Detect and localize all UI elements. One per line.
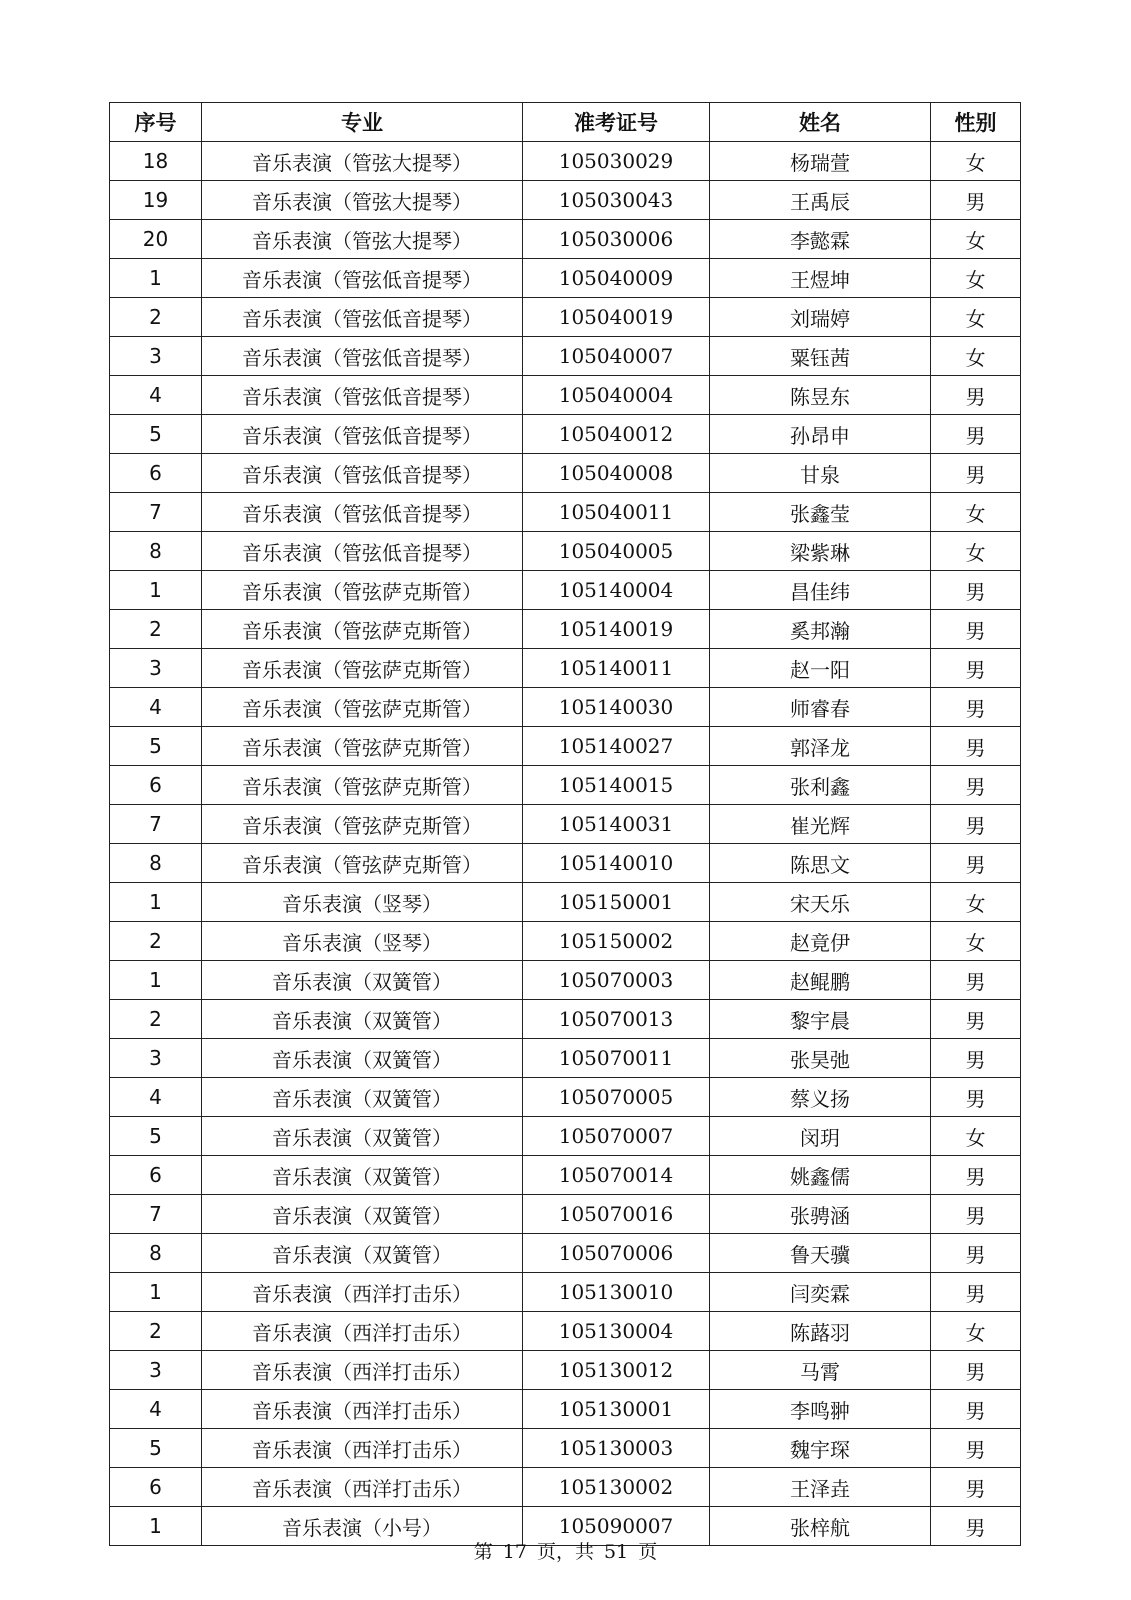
exam-number-cell: 105130001: [523, 1390, 710, 1429]
table-row: [110, 1429, 1021, 1468]
table-row: [110, 1039, 1021, 1078]
gender-cell: 男: [931, 961, 1021, 1000]
table-row: [110, 571, 1021, 610]
gender-cell: 男: [931, 1234, 1021, 1273]
exam-number-cell: 105070016: [523, 1195, 710, 1234]
exam-number-cell: 105040005: [523, 532, 710, 571]
table-row: [110, 1351, 1021, 1390]
serial-number-cell: 5: [110, 415, 202, 454]
major-cell: 音乐表演（管弦萨克斯管）: [202, 805, 523, 844]
major-cell: 音乐表演（西洋打击乐）: [202, 1429, 523, 1468]
major-cell: 音乐表演（管弦低音提琴）: [202, 493, 523, 532]
exam-number-cell: 105140004: [523, 571, 710, 610]
exam-number-cell: 105090007: [523, 1507, 710, 1546]
exam-number-cell: 105140031: [523, 805, 710, 844]
exam-number-cell: 105070005: [523, 1078, 710, 1117]
serial-number-cell: 5: [110, 1429, 202, 1468]
gender-cell: 女: [931, 922, 1021, 961]
table-row: [110, 376, 1021, 415]
exam-number-cell: 105070011: [523, 1039, 710, 1078]
gender-cell: 男: [931, 649, 1021, 688]
table-row: [110, 532, 1021, 571]
serial-number-cell: 1: [110, 1507, 202, 1546]
major-cell: 音乐表演（管弦低音提琴）: [202, 454, 523, 493]
table-row: [110, 415, 1021, 454]
serial-number-cell: 1: [110, 571, 202, 610]
exam-number-cell: 105070003: [523, 961, 710, 1000]
table-row: [110, 805, 1021, 844]
major-cell: 音乐表演（管弦萨克斯管）: [202, 844, 523, 883]
major-cell: 音乐表演（管弦萨克斯管）: [202, 727, 523, 766]
table-row: [110, 844, 1021, 883]
exam-number-cell: 105040012: [523, 415, 710, 454]
name-cell: 奚邦瀚: [710, 610, 931, 649]
exam-number-cell: 105130010: [523, 1273, 710, 1312]
serial-number-cell: 2: [110, 298, 202, 337]
gender-cell: 男: [931, 844, 1021, 883]
table-row: [110, 1234, 1021, 1273]
serial-number-cell: 2: [110, 1312, 202, 1351]
exam-number-cell: 105040009: [523, 259, 710, 298]
serial-number-cell: 8: [110, 1234, 202, 1273]
serial-number-cell: 1: [110, 883, 202, 922]
table-row: [110, 1312, 1021, 1351]
gender-cell: 男: [931, 454, 1021, 493]
gender-cell: 男: [931, 610, 1021, 649]
exam-number-cell: 105040008: [523, 454, 710, 493]
name-cell: 鲁天骥: [710, 1234, 931, 1273]
serial-number-cell: 8: [110, 532, 202, 571]
serial-number-cell: 1: [110, 1273, 202, 1312]
serial-number-cell: 2: [110, 610, 202, 649]
exam-number-cell: 105130012: [523, 1351, 710, 1390]
major-cell: 音乐表演（管弦大提琴）: [202, 220, 523, 259]
page-footer: 第 17 页，共 51 页: [473, 1541, 658, 1563]
table-row: [110, 766, 1021, 805]
table-row: [110, 1117, 1021, 1156]
serial-number-cell: 7: [110, 493, 202, 532]
header-exam-number: 准考证号: [523, 103, 710, 142]
gender-cell: 女: [931, 1117, 1021, 1156]
exam-number-cell: 105040019: [523, 298, 710, 337]
major-cell: 音乐表演（管弦低音提琴）: [202, 376, 523, 415]
table-row: [110, 649, 1021, 688]
name-cell: 孙昂申: [710, 415, 931, 454]
name-cell: 张利鑫: [710, 766, 931, 805]
major-cell: 音乐表演（管弦低音提琴）: [202, 259, 523, 298]
gender-cell: 女: [931, 259, 1021, 298]
exam-number-cell: 105030043: [523, 181, 710, 220]
major-cell: 音乐表演（小号）: [202, 1507, 523, 1546]
major-cell: 音乐表演（管弦萨克斯管）: [202, 649, 523, 688]
name-cell: 梁紫琳: [710, 532, 931, 571]
gender-cell: 女: [931, 532, 1021, 571]
serial-number-cell: 2: [110, 922, 202, 961]
gender-cell: 女: [931, 883, 1021, 922]
name-cell: 闵玥: [710, 1117, 931, 1156]
exam-number-cell: 105150001: [523, 883, 710, 922]
serial-number-cell: 1: [110, 259, 202, 298]
table-row: [110, 181, 1021, 220]
exam-number-cell: 105140011: [523, 649, 710, 688]
serial-number-cell: 4: [110, 688, 202, 727]
exam-number-cell: 105130004: [523, 1312, 710, 1351]
table-row: [110, 298, 1021, 337]
major-cell: 音乐表演（西洋打击乐）: [202, 1468, 523, 1507]
gender-cell: 男: [931, 1039, 1021, 1078]
admission-list-table: [109, 102, 1021, 1546]
serial-number-cell: 4: [110, 1390, 202, 1429]
table-header-row: [110, 103, 1021, 142]
gender-cell: 男: [931, 181, 1021, 220]
serial-number-cell: 4: [110, 376, 202, 415]
name-cell: 赵一阳: [710, 649, 931, 688]
serial-number-cell: 4: [110, 1078, 202, 1117]
gender-cell: 男: [931, 376, 1021, 415]
exam-number-cell: 105040011: [523, 493, 710, 532]
major-cell: 音乐表演（西洋打击乐）: [202, 1351, 523, 1390]
gender-cell: 女: [931, 220, 1021, 259]
serial-number-cell: 6: [110, 1468, 202, 1507]
gender-cell: 男: [931, 1351, 1021, 1390]
table-row: [110, 727, 1021, 766]
gender-cell: 男: [931, 1195, 1021, 1234]
table-row: [110, 493, 1021, 532]
gender-cell: 女: [931, 493, 1021, 532]
table-row: [110, 1468, 1021, 1507]
exam-number-cell: 105150002: [523, 922, 710, 961]
exam-number-cell: 105030029: [523, 142, 710, 181]
major-cell: 音乐表演（双簧管）: [202, 1039, 523, 1078]
gender-cell: 男: [931, 1507, 1021, 1546]
name-cell: 陈昱东: [710, 376, 931, 415]
serial-number-cell: 3: [110, 1351, 202, 1390]
table-row: [110, 259, 1021, 298]
serial-number-cell: 1: [110, 961, 202, 1000]
major-cell: 音乐表演（竖琴）: [202, 922, 523, 961]
major-cell: 音乐表演（双簧管）: [202, 1078, 523, 1117]
gender-cell: 女: [931, 298, 1021, 337]
major-cell: 音乐表演（管弦大提琴）: [202, 142, 523, 181]
major-cell: 音乐表演（管弦萨克斯管）: [202, 571, 523, 610]
name-cell: 刘瑞婷: [710, 298, 931, 337]
name-cell: 王煜坤: [710, 259, 931, 298]
gender-cell: 男: [931, 1429, 1021, 1468]
gender-cell: 男: [931, 766, 1021, 805]
name-cell: 甘泉: [710, 454, 931, 493]
table-row: [110, 1000, 1021, 1039]
major-cell: 音乐表演（双簧管）: [202, 1195, 523, 1234]
serial-number-cell: 7: [110, 1195, 202, 1234]
major-cell: 音乐表演（管弦萨克斯管）: [202, 610, 523, 649]
header-serial-number: 序号: [110, 103, 202, 142]
serial-number-cell: 19: [110, 181, 202, 220]
serial-number-cell: 8: [110, 844, 202, 883]
header-name: 姓名: [710, 103, 931, 142]
serial-number-cell: 2: [110, 1000, 202, 1039]
exam-number-cell: 105140010: [523, 844, 710, 883]
table-row: [110, 454, 1021, 493]
serial-number-cell: 18: [110, 142, 202, 181]
serial-number-cell: 5: [110, 727, 202, 766]
table-row: [110, 961, 1021, 1000]
major-cell: 音乐表演（竖琴）: [202, 883, 523, 922]
name-cell: 师睿春: [710, 688, 931, 727]
name-cell: 王禹辰: [710, 181, 931, 220]
table-body: [110, 142, 1021, 1546]
gender-cell: 男: [931, 571, 1021, 610]
exam-number-cell: 105070007: [523, 1117, 710, 1156]
exam-number-cell: 105140027: [523, 727, 710, 766]
gender-cell: 男: [931, 1156, 1021, 1195]
exam-number-cell: 105070006: [523, 1234, 710, 1273]
table-row: [110, 1195, 1021, 1234]
major-cell: 音乐表演（双簧管）: [202, 1000, 523, 1039]
exam-number-cell: 105040007: [523, 337, 710, 376]
gender-cell: 女: [931, 1312, 1021, 1351]
name-cell: 陈思文: [710, 844, 931, 883]
serial-number-cell: 6: [110, 766, 202, 805]
gender-cell: 男: [931, 1390, 1021, 1429]
name-cell: 蔡义扬: [710, 1078, 931, 1117]
name-cell: 姚鑫儒: [710, 1156, 931, 1195]
name-cell: 张骋涵: [710, 1195, 931, 1234]
gender-cell: 男: [931, 727, 1021, 766]
exam-number-cell: 105130002: [523, 1468, 710, 1507]
exam-number-cell: 105140019: [523, 610, 710, 649]
major-cell: 音乐表演（管弦低音提琴）: [202, 415, 523, 454]
serial-number-cell: 7: [110, 805, 202, 844]
serial-number-cell: 5: [110, 1117, 202, 1156]
major-cell: 音乐表演（西洋打击乐）: [202, 1273, 523, 1312]
major-cell: 音乐表演（双簧管）: [202, 1156, 523, 1195]
table-row: [110, 142, 1021, 181]
table-row: [110, 337, 1021, 376]
gender-cell: 女: [931, 337, 1021, 376]
name-cell: 赵鲲鹏: [710, 961, 931, 1000]
table-row: [110, 1156, 1021, 1195]
table-row: [110, 610, 1021, 649]
name-cell: 李鸣翀: [710, 1390, 931, 1429]
name-cell: 马霄: [710, 1351, 931, 1390]
exam-number-cell: 105070014: [523, 1156, 710, 1195]
major-cell: 音乐表演（双簧管）: [202, 961, 523, 1000]
table-row: [110, 1078, 1021, 1117]
name-cell: 闫奕霖: [710, 1273, 931, 1312]
major-cell: 音乐表演（管弦低音提琴）: [202, 337, 523, 376]
name-cell: 崔光辉: [710, 805, 931, 844]
table-row: [110, 883, 1021, 922]
serial-number-cell: 6: [110, 1156, 202, 1195]
table-row: [110, 220, 1021, 259]
name-cell: 张鑫莹: [710, 493, 931, 532]
gender-cell: 男: [931, 805, 1021, 844]
major-cell: 音乐表演（管弦低音提琴）: [202, 298, 523, 337]
serial-number-cell: 3: [110, 337, 202, 376]
exam-number-cell: 105140030: [523, 688, 710, 727]
major-cell: 音乐表演（西洋打击乐）: [202, 1312, 523, 1351]
exam-number-cell: 105040004: [523, 376, 710, 415]
name-cell: 粟钰茜: [710, 337, 931, 376]
major-cell: 音乐表演（管弦萨克斯管）: [202, 766, 523, 805]
name-cell: 赵竟伊: [710, 922, 931, 961]
major-cell: 音乐表演（双簧管）: [202, 1117, 523, 1156]
gender-cell: 男: [931, 688, 1021, 727]
exam-number-cell: 105030006: [523, 220, 710, 259]
major-cell: 音乐表演（双簧管）: [202, 1234, 523, 1273]
gender-cell: 女: [931, 142, 1021, 181]
table-row: [110, 1390, 1021, 1429]
serial-number-cell: 20: [110, 220, 202, 259]
name-cell: 张梓航: [710, 1507, 931, 1546]
table-row: [110, 922, 1021, 961]
table-row: [110, 688, 1021, 727]
name-cell: 黎宇晨: [710, 1000, 931, 1039]
name-cell: 昌佳纬: [710, 571, 931, 610]
name-cell: 陈蕗羽: [710, 1312, 931, 1351]
major-cell: 音乐表演（管弦大提琴）: [202, 181, 523, 220]
name-cell: 宋天乐: [710, 883, 931, 922]
serial-number-cell: 3: [110, 649, 202, 688]
header-major: 专业: [202, 103, 523, 142]
name-cell: 李懿霖: [710, 220, 931, 259]
gender-cell: 男: [931, 1468, 1021, 1507]
header-gender: 性别: [931, 103, 1021, 142]
major-cell: 音乐表演（管弦低音提琴）: [202, 532, 523, 571]
exam-number-cell: 105140015: [523, 766, 710, 805]
gender-cell: 男: [931, 1000, 1021, 1039]
name-cell: 杨瑞萱: [710, 142, 931, 181]
gender-cell: 男: [931, 1273, 1021, 1312]
serial-number-cell: 3: [110, 1039, 202, 1078]
gender-cell: 男: [931, 1078, 1021, 1117]
table-row: [110, 1273, 1021, 1312]
name-cell: 郭泽龙: [710, 727, 931, 766]
exam-number-cell: 105070013: [523, 1000, 710, 1039]
major-cell: 音乐表演（西洋打击乐）: [202, 1390, 523, 1429]
exam-number-cell: 105130003: [523, 1429, 710, 1468]
serial-number-cell: 6: [110, 454, 202, 493]
name-cell: 魏宇琛: [710, 1429, 931, 1468]
name-cell: 张昊弛: [710, 1039, 931, 1078]
gender-cell: 男: [931, 415, 1021, 454]
major-cell: 音乐表演（管弦萨克斯管）: [202, 688, 523, 727]
name-cell: 王泽垚: [710, 1468, 931, 1507]
